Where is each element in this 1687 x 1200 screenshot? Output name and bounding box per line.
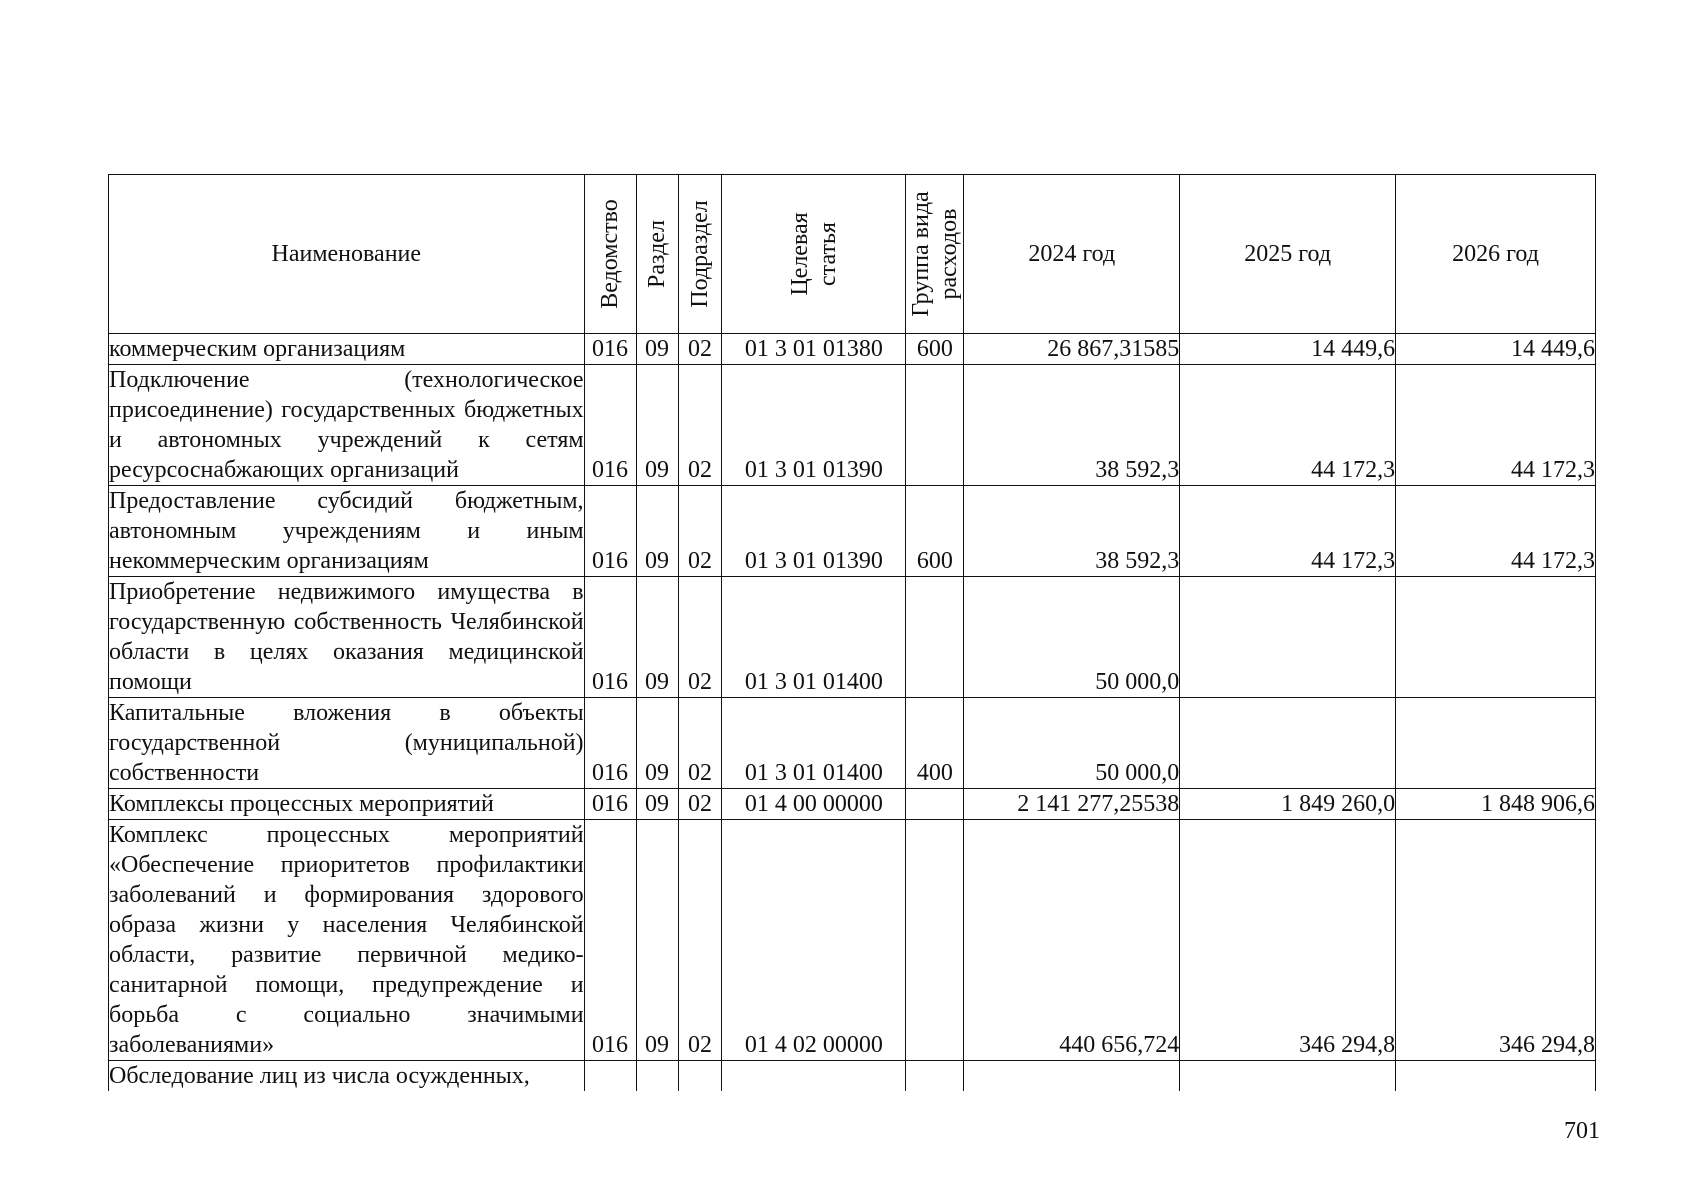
row-subsection: 02 [678,334,722,365]
row-target: 01 3 01 01400 [722,698,906,789]
row-subsection: 02 [678,486,722,577]
row-ministry: 016 [584,334,636,365]
row-group: 400 [906,698,964,789]
page-number: 701 [1564,1118,1600,1144]
budget-table [108,174,1596,1091]
row-2026: 1 848 906,6 [1396,789,1596,820]
table-row [109,789,1596,820]
row-2026 [1396,698,1596,789]
row-2026: 346 294,8 [1396,820,1596,1061]
header-expense-group [906,175,964,334]
row-2025 [1180,577,1396,698]
row-name: Комплексы процессных мероприятий [109,789,585,820]
row-subsection: 02 [678,789,722,820]
row-section [636,1061,678,1092]
table-header-row [109,175,1596,334]
row-name: Приобретение недвижимого имущества в государственную собственность Челябинской области в целях оказания медицинской помощи [109,577,585,698]
row-2024: 2 141 277,25538 [964,789,1180,820]
row-group [906,820,964,1061]
row-section: 09 [636,789,678,820]
table-row [109,486,1596,577]
row-target: 01 4 00 00000 [722,789,906,820]
header-2025: 2025 год [1180,175,1396,334]
table-row [109,820,1596,1061]
table-row [109,577,1596,698]
row-name: Комплекс процессных мероприятий «Обеспечение приоритетов профилактики заболеваний и формирования здорового образа жизни у населения Челябинской области, развитие первичной медико-санитарной помощи, предупреждение и борьба с социально значимыми заболеваниями» [109,820,585,1061]
row-name: Капитальные вложения в объекты государственной (муниципальной) собственности [109,698,585,789]
row-target: 01 3 01 01390 [722,486,906,577]
table-row [109,1061,1596,1092]
row-section: 09 [636,365,678,486]
row-subsection: 02 [678,698,722,789]
budget-table-frame [108,174,1596,1096]
row-group [906,1061,964,1092]
row-subsection: 02 [678,820,722,1061]
table-row [109,365,1596,486]
header-target-article-line2: статья [814,222,841,286]
row-2024: 38 592,3 [964,486,1180,577]
row-2025: 44 172,3 [1180,486,1396,577]
table-row [109,698,1596,789]
row-2024: 38 592,3 [964,365,1180,486]
header-expense-group-line1: Группа вида [907,191,934,317]
row-name: Подключение (технологическое присоединение) государственных бюджетных и автономных учреждений к сетям ресурсоснабжающих организаций [109,365,585,486]
row-ministry: 016 [584,789,636,820]
row-2025 [1180,1061,1396,1092]
header-name: Наименование [109,175,585,334]
header-2026: 2026 год [1396,175,1596,334]
row-ministry: 016 [584,365,636,486]
row-2025: 346 294,8 [1180,820,1396,1061]
row-target: 01 3 01 01400 [722,577,906,698]
row-section: 09 [636,486,678,577]
row-2026: 44 172,3 [1396,365,1596,486]
row-target: 01 4 02 00000 [722,820,906,1061]
row-group [906,789,964,820]
row-subsection: 02 [678,577,722,698]
row-2025: 1 849 260,0 [1180,789,1396,820]
row-2024: 26 867,31585 [964,334,1180,365]
row-subsection: 02 [678,365,722,486]
header-target-article [722,175,906,334]
row-name: Предоставление субсидий бюджетным, автономным учреждениям и иным некоммерческим организациям [109,486,585,577]
row-target: 01 3 01 01390 [722,365,906,486]
row-group [906,365,964,486]
row-2024: 50 000,0 [964,698,1180,789]
row-ministry: 016 [584,486,636,577]
row-2025 [1180,698,1396,789]
row-ministry [584,1061,636,1092]
row-section: 09 [636,698,678,789]
row-2024 [964,1061,1180,1092]
row-2026: 44 172,3 [1396,486,1596,577]
row-2025: 44 172,3 [1180,365,1396,486]
header-target-article-line1: Целевая [786,212,813,296]
row-section: 09 [636,334,678,365]
header-subsection: Подраздел [678,175,722,334]
row-2024: 440 656,724 [964,820,1180,1061]
row-2024: 50 000,0 [964,577,1180,698]
row-ministry: 016 [584,577,636,698]
row-target: 01 3 01 01380 [722,334,906,365]
row-section: 09 [636,577,678,698]
header-2024: 2024 год [964,175,1180,334]
row-name: Обследование лиц из числа осужденных, [109,1061,585,1092]
row-2026: 14 449,6 [1396,334,1596,365]
row-group: 600 [906,334,964,365]
table-row [109,334,1596,365]
row-group: 600 [906,486,964,577]
row-group [906,577,964,698]
row-ministry: 016 [584,820,636,1061]
row-2026 [1396,1061,1596,1092]
row-section: 09 [636,820,678,1061]
row-2026 [1396,577,1596,698]
header-expense-group-line2: расходов [935,208,962,300]
row-subsection [678,1061,722,1092]
row-2025: 14 449,6 [1180,334,1396,365]
row-ministry: 016 [584,698,636,789]
row-name: коммерческим организациям [109,334,585,365]
header-ministry: Ведомство [584,175,636,334]
row-target [722,1061,906,1092]
header-section: Раздел [636,175,678,334]
